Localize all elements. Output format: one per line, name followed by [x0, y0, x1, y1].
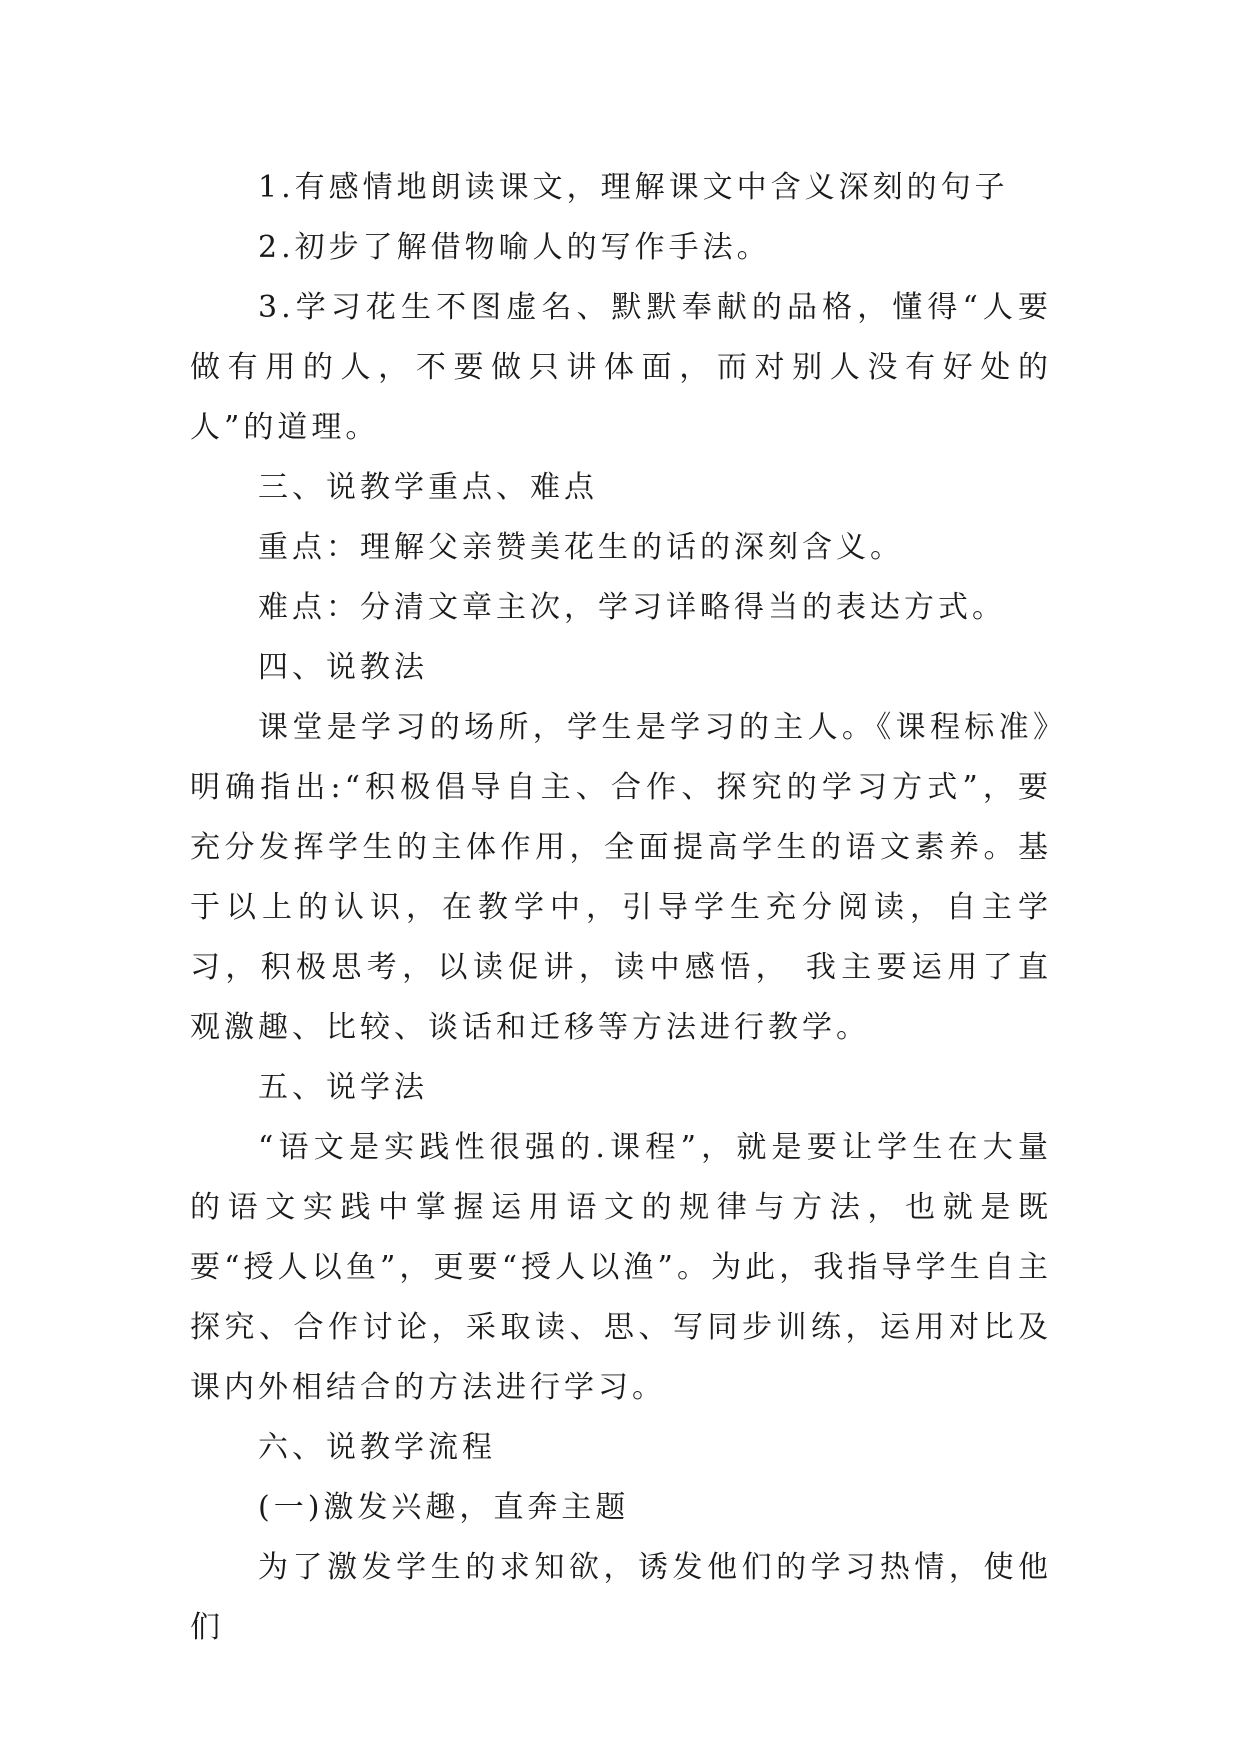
- difficulty-text: 难点：分清文章主次，学习详略得当的表达方式。: [258, 590, 1006, 625]
- teaching-methods-paragraph: 课堂是学习的场所，学生是学习的主人。《课程标准》明确指出:“积极倡导自主、合作、探究的学习方式”，要充分发挥学生的主体作用，全面提高学生的语文素养。基于以上的认识，在教学中，引导学生充分阅读，自主学习，积极思考，以读促讲，读中感悟， 我主要运用了直观激趣、比较、谈话和迁移等方法进行教学。: [190, 710, 1052, 1045]
- section-heading-teaching-process: 六、说教学流程: [258, 1430, 496, 1465]
- subsection-heading-1: (一)激发兴趣，直奔主题: [258, 1490, 630, 1525]
- goal-item-3: 3.学习花生不图虚名、默默奉献的品格，懂得“人要做有用的人，不要做只讲体面，而对别人没有好处的人”的道理。: [190, 290, 1052, 445]
- learning-methods-paragraph: “语文是实践性很强的.课程”，就是要让学生在大量的语文实践中掌握运用语文的规律与方法，也就是既要“授人以鱼”，更要“授人以渔”。为此，我指导学生自主探究、合作讨论，采取读、思、写同步训练，运用对比及课内外相结合的方法进行学习。: [190, 1130, 1052, 1405]
- goal-item-2: 2.初步了解借物喻人的写作手法。: [258, 230, 771, 265]
- section-heading-key-points: 三、说教学重点、难点: [258, 470, 598, 505]
- document-body: [190, 158, 1052, 1658]
- key-point-text: 重点：理解父亲赞美花生的话的深刻含义。: [258, 530, 904, 565]
- section-heading-learning-methods: 五、说学法: [258, 1070, 428, 1105]
- process-paragraph: 为了激发学生的求知欲，诱发他们的学习热情，使他们: [190, 1550, 1052, 1645]
- section-heading-teaching-methods: 四、说教法: [258, 650, 428, 685]
- goal-item-1: 1.有感情地朗读课文，理解课文中含义深刻的句子: [258, 170, 1009, 205]
